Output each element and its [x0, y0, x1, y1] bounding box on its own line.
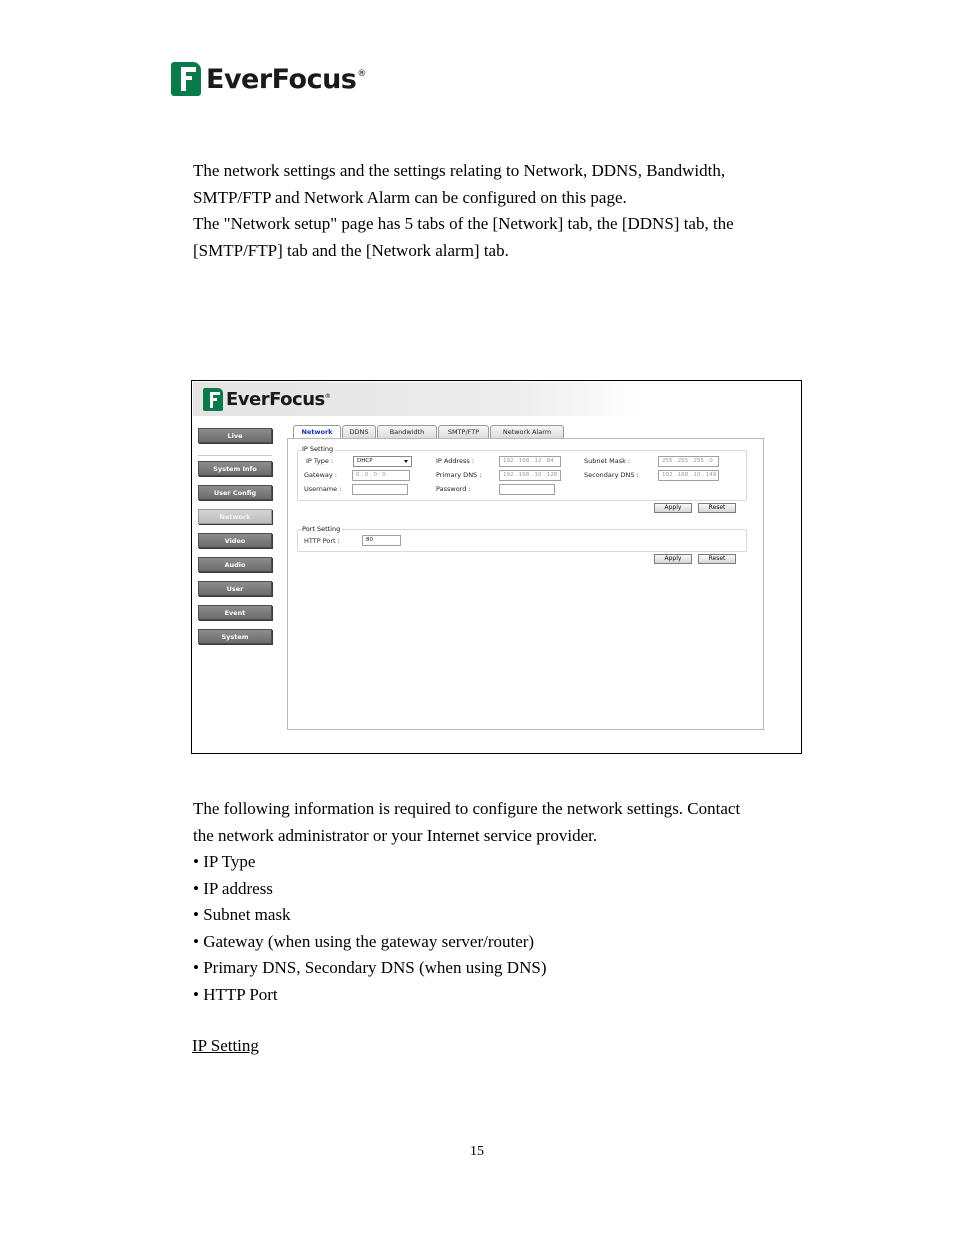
secondary-dns-field[interactable]: 192 . 168 . 10 . 149: [658, 470, 719, 481]
registered-mark: ®: [357, 69, 367, 79]
tab-network-alarm[interactable]: Network Alarm: [490, 425, 564, 438]
primary-dns-label: Primary DNS :: [436, 471, 482, 479]
password-label: Password :: [436, 485, 471, 493]
bullet-item: • IP address: [193, 878, 273, 898]
intro-line: The "Network setup" page has 5 tabs of the [Network] tab, the [DDNS] tab, the: [193, 214, 734, 233]
screenshot-logo: [203, 388, 331, 411]
intro-paragraph: [193, 158, 793, 264]
menu-user-button[interactable]: User: [198, 581, 272, 596]
network-tab-panel: [287, 438, 764, 730]
username-field[interactable]: [352, 484, 408, 495]
network-setup-screenshot: [191, 380, 802, 754]
screenshot-header: [193, 382, 643, 416]
menu-live-button[interactable]: Live: [198, 428, 272, 443]
tab-network[interactable]: Network: [293, 425, 341, 438]
menu-system-info-button[interactable]: System Info: [198, 461, 272, 476]
subnet-mask-label: Subnet Mask :: [584, 457, 631, 465]
port-apply-button[interactable]: Apply: [654, 554, 692, 564]
gateway-label: Gateway :: [304, 471, 337, 479]
subnet-mask-field[interactable]: 255 . 255 . 255 . 0: [658, 456, 719, 467]
registered-mark: ®: [324, 393, 331, 400]
secondary-dns-label: Secondary DNS :: [584, 471, 639, 479]
intro-line: [SMTP/FTP] tab and the [Network alarm] tab.: [193, 240, 509, 260]
ip-type-select[interactable]: [353, 456, 412, 467]
chevron-down-icon: [404, 460, 408, 463]
http-port-label: HTTP Port :: [304, 537, 340, 545]
logo-wordmark: EverFocus: [206, 63, 357, 95]
http-port-field[interactable]: 80: [362, 535, 401, 546]
section-heading: IP Setting: [192, 1036, 259, 1055]
menu-video-button[interactable]: Video: [198, 533, 272, 548]
everfocus-logo: [171, 62, 366, 96]
menu-divider: [198, 455, 272, 456]
page-number: 15: [470, 1144, 484, 1159]
menu-system-button[interactable]: System: [198, 629, 272, 644]
tab-bandwidth[interactable]: Bandwidth: [377, 425, 437, 438]
tab-ddns[interactable]: DDNS: [342, 425, 376, 438]
bullet-item: • Primary DNS, Secondary DNS (when using DNS): [193, 958, 547, 977]
info-line: The following information is required to configure the network settings. Contact: [193, 799, 741, 818]
bullet-item: • Subnet mask: [193, 905, 291, 924]
intro-line: SMTP/FTP and Network Alarm can be configured on this page.: [193, 187, 627, 207]
port-setting-title: Port Setting: [302, 525, 341, 533]
bullet-item: • HTTP Port: [193, 984, 278, 1004]
port-reset-button[interactable]: Reset: [698, 554, 736, 564]
primary-dns-field[interactable]: 192 . 168 . 10 . 128: [499, 470, 561, 481]
menu-audio-button[interactable]: Audio: [198, 557, 272, 572]
everfocus-logo-icon: [203, 388, 223, 411]
bullet-item: • IP Type: [193, 852, 256, 871]
menu-network-button[interactable]: Network: [198, 509, 272, 524]
ip-type-label: IP Type :: [306, 457, 334, 465]
bullet-item: • Gateway (when using the gateway server/router): [193, 931, 535, 951]
password-field[interactable]: [499, 484, 555, 495]
info-line: the network administrator or your Internet service provider.: [193, 825, 598, 845]
tab-smtp-ftp[interactable]: SMTP/FTP: [438, 425, 489, 438]
info-paragraph: [193, 796, 793, 1008]
gateway-field[interactable]: 0 . 0 . 0 . 0: [352, 470, 410, 481]
ip-address-label: IP Address :: [436, 457, 475, 465]
ip-reset-button[interactable]: Reset: [698, 503, 736, 513]
intro-line: The network settings and the settings relating to Network, DDNS, Bandwidth,: [193, 161, 726, 180]
ip-apply-button[interactable]: Apply: [654, 503, 692, 513]
menu-event-button[interactable]: Event: [198, 605, 272, 620]
screenshot-logo-wordmark: EverFocus: [226, 389, 325, 410]
menu-user-config-button[interactable]: User Config: [198, 485, 272, 500]
username-label: Username :: [304, 485, 342, 493]
ip-type-value: DHCP: [357, 458, 373, 464]
ip-address-field[interactable]: 192 . 168 . 12 . 84: [499, 456, 561, 467]
ip-setting-title: IP Setting: [302, 445, 334, 453]
everfocus-logo-icon: [171, 62, 201, 96]
